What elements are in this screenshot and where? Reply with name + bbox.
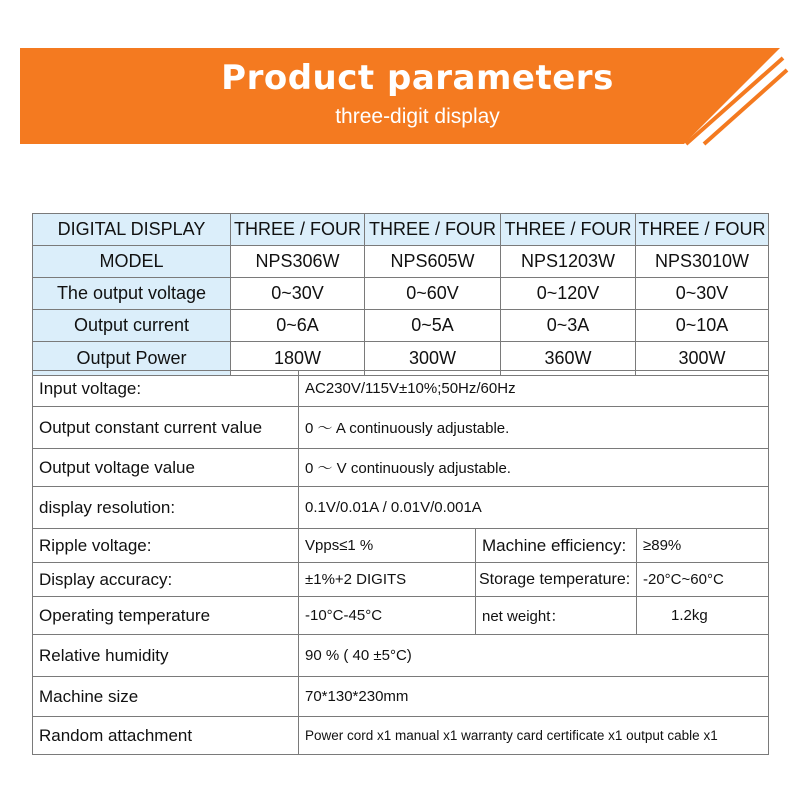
spec-value: 0.1V/0.01A / 0.01V/0.001A — [299, 487, 769, 529]
spec-label: Input voltage: — [33, 371, 299, 407]
spec-value: ±1%+2 DIGITS — [299, 563, 476, 597]
table-cell: 0~30V — [636, 278, 769, 310]
spec-label: Machine efficiency: — [476, 529, 637, 563]
spec-label: Output voltage value — [33, 449, 299, 487]
table-cell: 0~6A — [231, 310, 365, 342]
spec-label: Display accuracy: — [33, 563, 299, 597]
spec-value: Vpps≤1 % — [299, 529, 476, 563]
table-row — [33, 449, 769, 487]
table-cell: THREE / FOUR — [501, 214, 636, 246]
spec-label: display resolution: — [33, 487, 299, 529]
spec-value: 0 ～ V continuously adjustable. — [299, 449, 769, 487]
table-row — [33, 487, 769, 529]
table-cell: NPS3010W — [636, 246, 769, 278]
banner-subtitle: three-digit display — [335, 105, 500, 128]
row-label: Output current — [33, 310, 231, 342]
table-cell: 300W — [365, 342, 501, 376]
table-cell: 0~60V — [365, 278, 501, 310]
row-label: DIGITAL DISPLAY — [33, 214, 231, 246]
table-cell: 360W — [501, 342, 636, 376]
spec-value: -10°C-45°C — [299, 597, 476, 635]
table-row — [33, 563, 769, 597]
table-row — [33, 407, 769, 449]
spec-label: Relative humidity — [33, 635, 299, 677]
spec-value: Power cord x1 manual x1 warranty card certificate x1 output cable x1 — [299, 717, 769, 755]
table-row — [33, 371, 769, 407]
spec-label: Ripple voltage: — [33, 529, 299, 563]
table-row — [33, 310, 769, 342]
model-table — [32, 213, 769, 376]
row-label: MODEL — [33, 246, 231, 278]
decorative-stripes — [0, 0, 800, 160]
table-cell: 300W — [636, 342, 769, 376]
spec-value: 1.2kg — [637, 597, 769, 635]
table-cell: 0~5A — [365, 310, 501, 342]
table-cell: 180W — [231, 342, 365, 376]
spec-label: Random attachment — [33, 717, 299, 755]
spec-label: Operating temperature — [33, 597, 299, 635]
table-row — [33, 597, 769, 635]
spec-value: ≥89% — [637, 529, 769, 563]
spec-table — [32, 370, 769, 755]
table-cell: NPS605W — [365, 246, 501, 278]
table-cell: THREE / FOUR — [636, 214, 769, 246]
table-cell: 0~10A — [636, 310, 769, 342]
table-cell: NPS306W — [231, 246, 365, 278]
spec-value: 0 ～ A continuously adjustable. — [299, 407, 769, 449]
row-label: Output Power — [33, 342, 231, 376]
table-cell: THREE / FOUR — [365, 214, 501, 246]
table-row — [33, 214, 769, 246]
table-cell: THREE / FOUR — [231, 214, 365, 246]
table-row — [33, 246, 769, 278]
table-row — [33, 278, 769, 310]
spec-value: 70*130*230mm — [299, 677, 769, 717]
spec-label: net weight： — [476, 597, 637, 635]
table-cell: 0~30V — [231, 278, 365, 310]
table-row — [33, 677, 769, 717]
spec-value: 90 % ( 40 ±5°C) — [299, 635, 769, 677]
table-row — [33, 635, 769, 677]
table-cell: 0~120V — [501, 278, 636, 310]
table-row — [33, 717, 769, 755]
spec-label: Storage temperature: — [476, 563, 637, 597]
table-row — [33, 529, 769, 563]
spec-label: Machine size — [33, 677, 299, 717]
table-cell: 0~3A — [501, 310, 636, 342]
spec-label: Output constant current value — [33, 407, 299, 449]
banner-title: Product parameters — [221, 58, 614, 98]
spec-value: -20°C~60°C — [637, 563, 769, 597]
table-cell: NPS1203W — [501, 246, 636, 278]
row-label: The output voltage — [33, 278, 231, 310]
spec-value: AC230V/115V±10%;50Hz/60Hz — [299, 371, 769, 407]
